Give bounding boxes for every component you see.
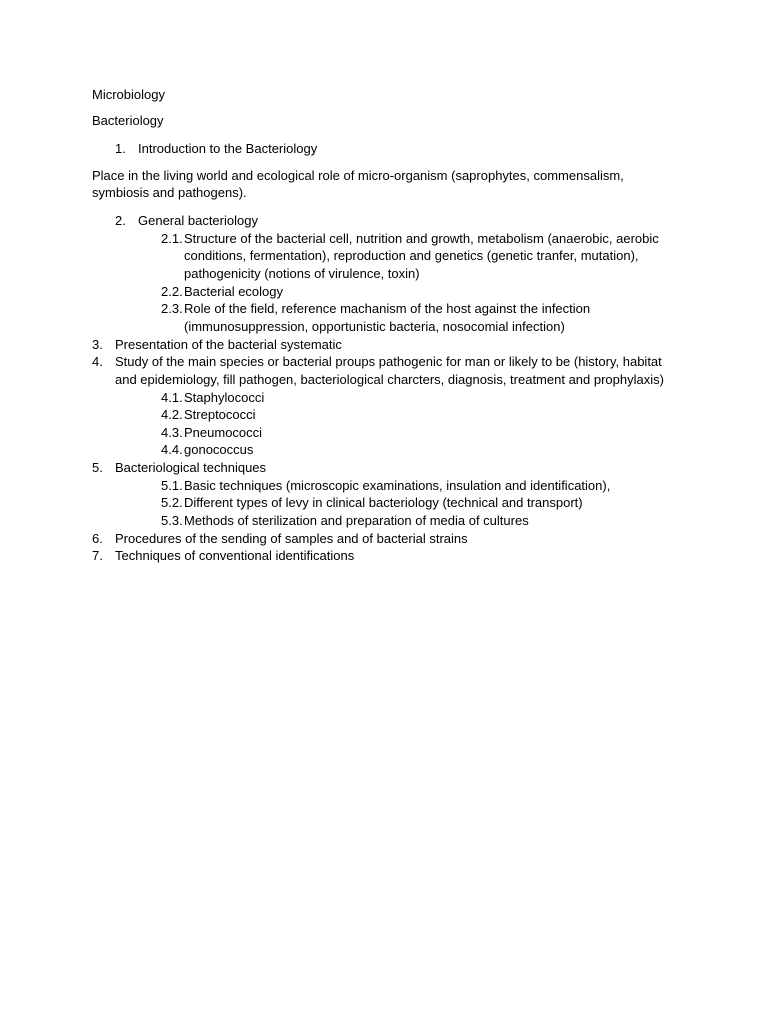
intro-line: Place in the living world and ecological role of micro-organism (saprophytes, commensalism, [92, 168, 624, 183]
sublist-item: Bacterial ecology [184, 284, 283, 299]
list-number: 1. [115, 141, 126, 156]
sublist-number: 2.2. [161, 284, 183, 299]
list-item: General bacteriology [138, 213, 258, 228]
sublist-number: 4.4. [161, 442, 183, 457]
list-number: 6. [92, 531, 103, 546]
sublist-item: Basic techniques (microscopic examinations, insulation and identification), [184, 478, 611, 493]
sublist-number: 2.3. [161, 301, 183, 316]
list-item: Study of the main species or bacterial proups pathogenic for man or likely to be (history, habitat [115, 354, 662, 369]
sublist-number: 5.2. [161, 495, 183, 510]
sublist-number: 5.1. [161, 478, 183, 493]
list-item: Presentation of the bacterial systematic [115, 337, 342, 352]
list-number: 5. [92, 460, 103, 475]
list-item: Techniques of conventional identifications [115, 548, 355, 563]
sublist-item: Staphylococci [184, 390, 265, 405]
doc-title: Microbiology [92, 87, 165, 102]
list-number: 3. [92, 337, 103, 352]
intro-line: symbiosis and pathogens). [92, 185, 247, 200]
list-number: 7. [92, 548, 103, 563]
list-item: and epidemiology, fill pathogen, bacteriological charcters, diagnosis, treatment and prophylaxis) [115, 372, 664, 387]
doc-subtitle: Bacteriology [92, 113, 164, 128]
sublist-item: Role of the field, reference machanism of the host against the infection [184, 301, 591, 316]
list-item: Bacteriological techniques [115, 460, 267, 475]
sublist-item: pathogenicity (notions of virulence, toxin) [184, 266, 420, 281]
sublist-item: Structure of the bacterial cell, nutrition and growth, metabolism (anaerobic, aerobic [184, 231, 659, 246]
list-number: 4. [92, 354, 103, 369]
sublist-number: 4.1. [161, 390, 183, 405]
sublist-item: Streptococci [184, 407, 256, 422]
sublist-number: 4.3. [161, 425, 183, 440]
sublist-item: Methods of sterilization and preparation of media of cultures [184, 513, 529, 528]
list-item: Introduction to the Bacteriology [138, 141, 318, 156]
sublist-item: gonococcus [184, 442, 254, 457]
sublist-item: Different types of levy in clinical bacteriology (technical and transport) [184, 495, 583, 510]
sublist-item: Pneumococci [184, 425, 263, 440]
list-item: Procedures of the sending of samples and of bacterial strains [115, 531, 468, 546]
sublist-number: 4.2. [161, 407, 183, 422]
sublist-item: (immunosuppression, opportunistic bacteria, nosocomial infection) [184, 319, 565, 334]
sublist-number: 5.3. [161, 513, 183, 528]
sublist-number: 2.1. [161, 231, 183, 246]
list-number: 2. [115, 213, 126, 228]
sublist-item: conditions, fermentation), reproduction and genetics (genetic tranfer, mutation), [184, 248, 639, 263]
